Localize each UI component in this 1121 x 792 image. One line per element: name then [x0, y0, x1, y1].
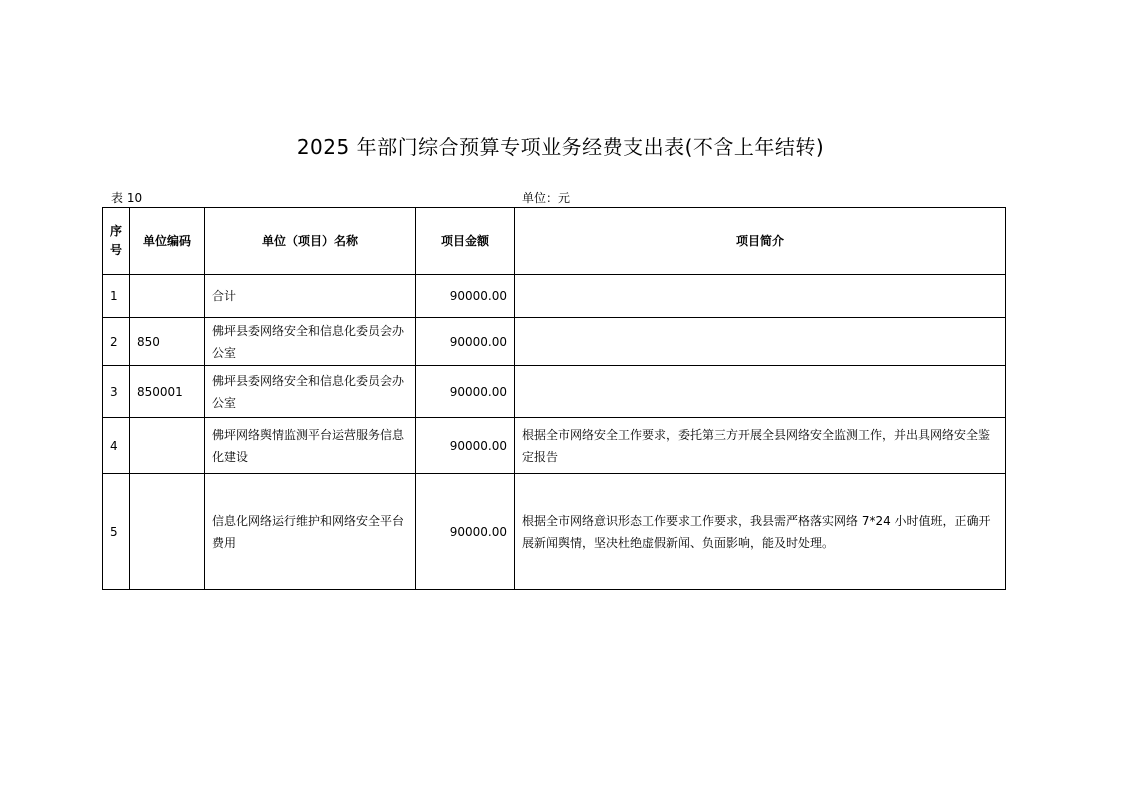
cell-unit-code	[130, 474, 205, 590]
cell-amount: 90000.00	[416, 474, 515, 590]
cell-seq: 3	[103, 366, 130, 418]
page-title: 2025 年部门综合预算专项业务经费支出表(不含上年结转)	[296, 135, 825, 159]
table-row	[103, 366, 1006, 418]
table-number: 表 10	[111, 191, 143, 205]
cell-seq: 5	[103, 474, 130, 590]
header-intro: 项目简介	[515, 208, 1006, 275]
header-unit-name: 单位（项目）名称	[205, 208, 416, 275]
cell-amount: 90000.00	[416, 318, 515, 366]
cell-unit-name: 信息化网络运行维护和网络安全平台费用	[205, 474, 416, 590]
cell-intro: 根据全市网络意识形态工作要求工作要求，我县需严格落实网络 7*24 小时值班，正确开展新闻舆情，坚决杜绝虚假新闻、负面影响，能及时处理。	[515, 474, 1006, 590]
budget-table	[102, 207, 1006, 590]
cell-unit-name: 佛坪县委网络安全和信息化委员会办公室	[205, 318, 416, 366]
header-seq-line1: 序	[109, 224, 122, 238]
cell-intro: 根据全市网络安全工作要求，委托第三方开展全县网络安全监测工作，并出具网络安全鉴定报告	[515, 418, 1006, 474]
cell-unit-name: 合计	[205, 275, 416, 318]
table-row	[103, 318, 1006, 366]
cell-amount: 90000.00	[416, 366, 515, 418]
cell-seq: 4	[103, 418, 130, 474]
cell-unit-code: 850001	[130, 366, 205, 418]
cell-amount: 90000.00	[416, 418, 515, 474]
table-header-row	[103, 208, 1006, 275]
cell-amount: 90000.00	[416, 275, 515, 318]
header-unit-code: 单位编码	[130, 208, 205, 275]
cell-seq: 2	[103, 318, 130, 366]
table-row	[103, 275, 1006, 318]
cell-unit-code	[130, 418, 205, 474]
cell-intro	[515, 366, 1006, 418]
header-seq-line2: 号	[109, 243, 122, 257]
cell-intro	[515, 275, 1006, 318]
cell-unit-name: 佛坪网络舆情监测平台运营服务信息化建设	[205, 418, 416, 474]
cell-unit-name: 佛坪县委网络安全和信息化委员会办公室	[205, 366, 416, 418]
table-row	[103, 474, 1006, 590]
unit-label: 单位：元	[522, 191, 571, 205]
table-row	[103, 418, 1006, 474]
header-seq	[103, 208, 130, 275]
cell-unit-code: 850	[130, 318, 205, 366]
cell-intro	[515, 318, 1006, 366]
header-amount: 项目金额	[416, 208, 515, 275]
cell-unit-code	[130, 275, 205, 318]
cell-seq: 1	[103, 275, 130, 318]
